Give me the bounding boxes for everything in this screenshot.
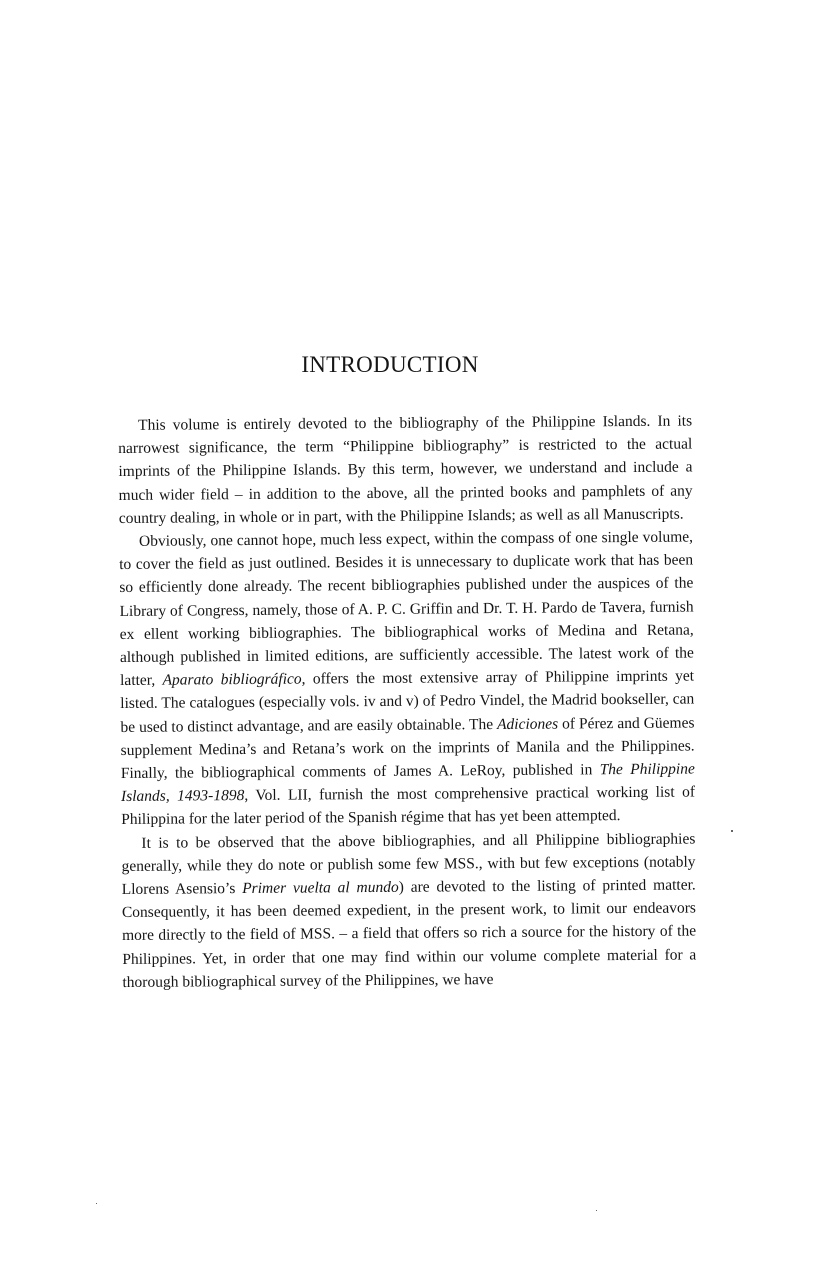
text-span: ) are devoted to the listing of printed matter. Consequently, it has been deemed expedient, in the present work, to limit our endeavors more directly to the field of MSS. – a field that offers so rich a source for the history of the Philippines. Yet, in order that one may find within our volume complete material for a thorough bibliographical survey of the Philippines, we have [121, 876, 697, 991]
italic-title: Primer vuelta al mundo [242, 878, 399, 898]
body-text [118, 409, 697, 994]
text-span: , Vol. LII, furnish the most comprehensive practical working list of Philippina for the later period of the Spanish régime that has yet been attempted. [121, 783, 696, 829]
scan-speck [731, 830, 733, 832]
italic-title: Aparato bibliográfico [162, 670, 302, 689]
paragraph-1 [118, 409, 693, 530]
text-span: This volume is entirely devoted to the bibliography of the Philippine Islands. In its narrowest significance, the term “Philippine bibliography” is restricted to the actual imprints of the Philippine Islands. By this term, however, we understand and include a much wider field – in addition to the above, all the printed books and pamphlets of any country dealing, in whole or in part, with the Philippine Islands; as well as all Manuscripts. [118, 412, 693, 527]
scan-speck [96, 1203, 97, 1204]
scan-speck [596, 1210, 597, 1211]
page-title: INTRODUCTION [301, 352, 479, 377]
paragraph-2 [119, 526, 695, 832]
text-span: , offers the most extensive array of Philippine imprints yet listed. The catalogues (especially vols. iv and v) of Pedro Vindel, the Madrid bookseller, can be used to distinct advantage, and are easily obtainable. The [120, 667, 695, 736]
text-span: Obviously, one cannot hope, much less expect, within the compass of one single volume, to cover the field as just outlined. Besides it is unnecessary to duplicate work that has been so efficiently done already. The recent bibliographies published under the auspices of the Library of Congress, namely, those of A. P. C. Griffin and Dr. T. H. Pardo de Tavera, furnish ex ellent working bibliographies. The bibliographical works of Medina and Retana, although published in limited editions, are sufficiently accessible. The latest work of the latter, [119, 528, 694, 690]
paragraph-3 [121, 827, 696, 994]
italic-title: The Philippine Islands, 1493-1898 [120, 760, 695, 806]
text-span: of Pérez and Güemes supplement Medina’s and Retana’s work on the imprints of Manila and the Philippines. Finally, the bibliographical comments of James A. LeRoy, published in [120, 714, 695, 783]
italic-title: Adiciones [496, 715, 559, 733]
text-span: It is to be observed that the above bibliographies, and all Philippine bibliographies generally, while they do note or publish some few MSS., with but few exceptions (notably Llorens Asensio’s [121, 830, 696, 899]
